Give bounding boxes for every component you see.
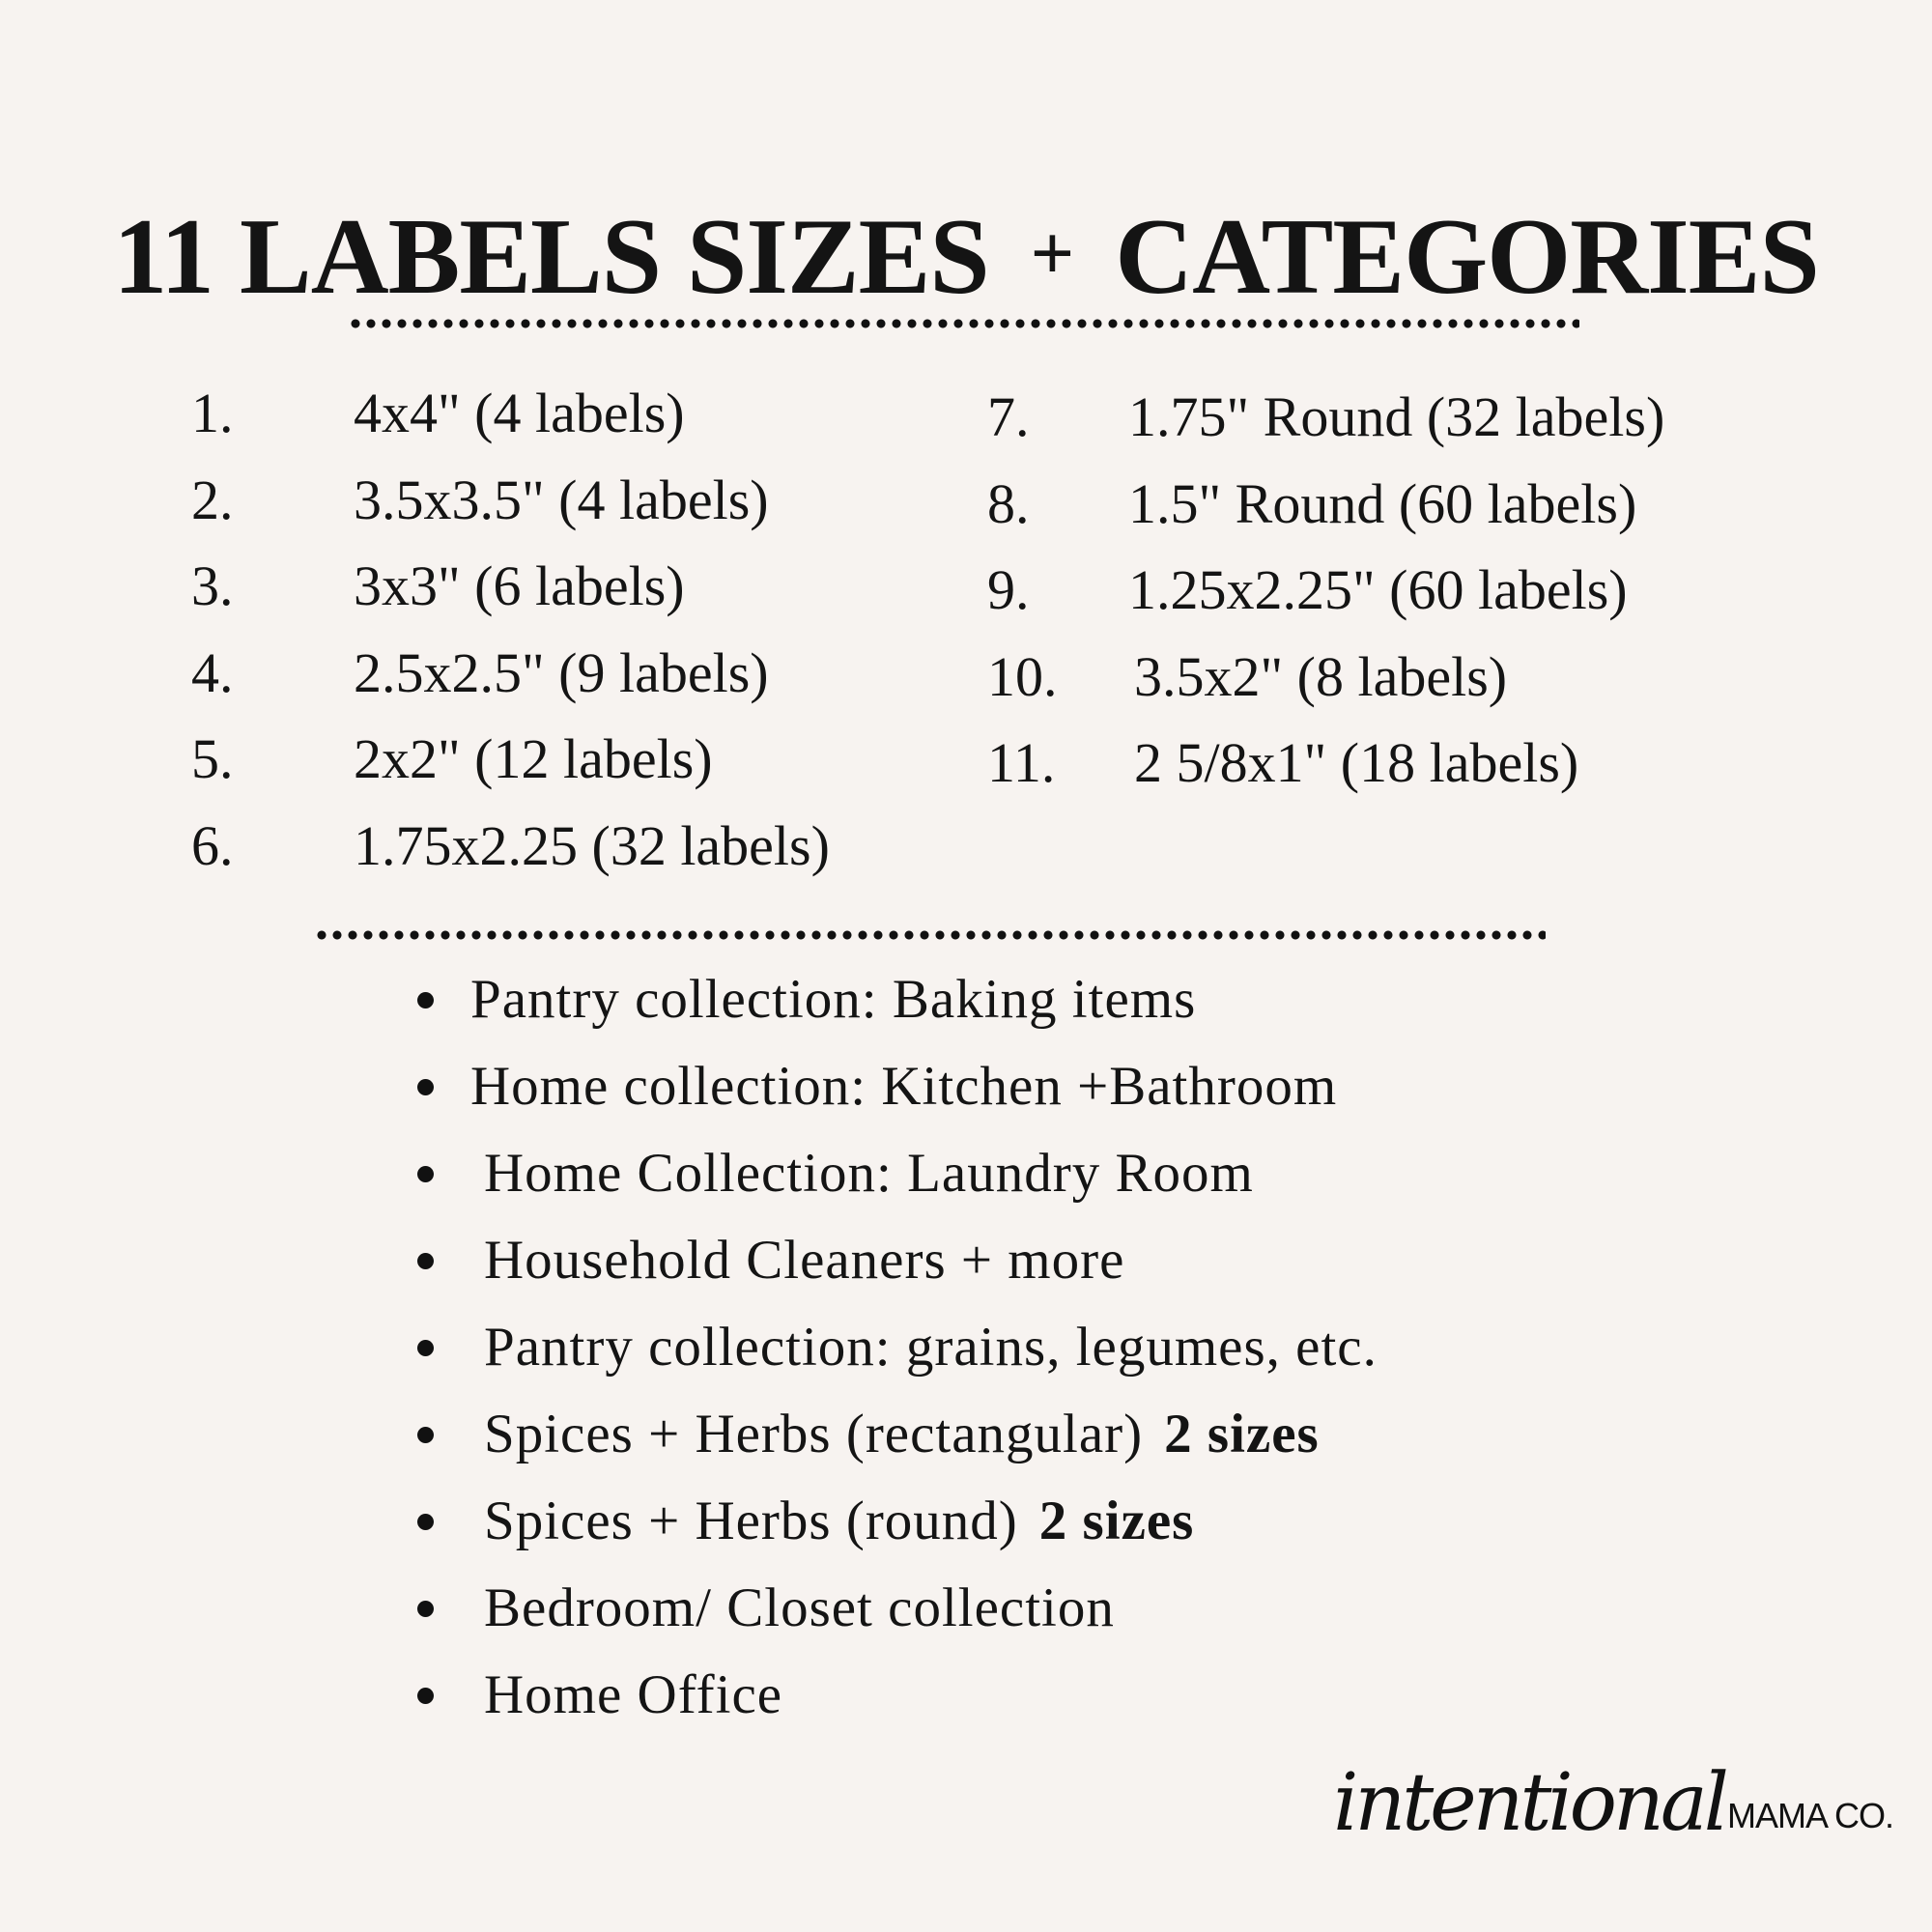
category-text: Spices + Herbs (round) (484, 1491, 1018, 1551)
category-size-note: 2 sizes (1164, 1404, 1320, 1464)
size-text: 2x2" (12 labels) (354, 727, 713, 790)
dotted-divider-bottom (314, 930, 1546, 940)
size-text: 3.5x2" (8 labels) (1134, 644, 1508, 708)
size-number: 3. (191, 554, 234, 617)
category-text: Household Cleaners + more (484, 1230, 1125, 1291)
category-item (417, 1478, 1378, 1565)
size-number: 1. (191, 382, 234, 444)
sizes-list-left (191, 384, 830, 903)
logo-sans-text: MAMA CO. (1726, 1796, 1893, 1835)
category-text: Home Collection: Laundry Room (484, 1143, 1254, 1204)
size-number: 4. (191, 640, 234, 704)
category-item (417, 956, 1378, 1043)
brand-logo (1333, 1757, 1893, 1849)
size-text: 3x3" (6 labels) (354, 554, 685, 617)
categories-list (417, 956, 1378, 1739)
size-item (191, 813, 830, 904)
size-number: 7. (987, 385, 1030, 448)
category-item (417, 1130, 1378, 1217)
bullet-icon (417, 1166, 434, 1182)
title-part-categories: CATEGORIES (1115, 197, 1819, 318)
size-number: 2. (191, 468, 234, 531)
page-title (0, 197, 1932, 318)
category-size-note: 2 sizes (1038, 1491, 1195, 1551)
sizes-list-right (987, 385, 1665, 821)
size-text: 1.75" Round (32 labels) (1128, 385, 1665, 448)
size-item (191, 727, 830, 817)
size-item (191, 468, 830, 558)
category-text: Pantry collection: grains, legumes, etc. (484, 1317, 1378, 1378)
category-item (417, 1565, 1378, 1652)
bullet-icon (417, 1340, 434, 1356)
size-text: 3.5x3.5" (4 labels) (354, 468, 769, 531)
size-item (191, 384, 830, 471)
dotted-divider-top (348, 319, 1579, 328)
category-item (417, 1391, 1378, 1478)
category-text: Bedroom/ Closet collection (484, 1577, 1115, 1638)
size-text: 2.5x2.5" (9 labels) (354, 640, 769, 704)
category-item (417, 1043, 1378, 1130)
size-text: 1.5" Round (60 labels) (1128, 471, 1637, 535)
size-item (987, 731, 1664, 821)
size-text: 1.25x2.25" (60 labels) (1128, 558, 1628, 621)
size-text: 1.75x2.25 (32 labels) (354, 813, 830, 877)
title-part-sizes: 11 LABELS SIZES (113, 197, 989, 318)
size-item (987, 471, 1664, 562)
bullet-icon (417, 1253, 434, 1269)
bullet-icon (417, 1427, 434, 1443)
title-plus: + (1030, 212, 1074, 298)
size-number: 5. (191, 727, 234, 790)
size-item (987, 558, 1664, 648)
category-text: Spices + Herbs (rectangular) (484, 1404, 1144, 1464)
size-item (191, 640, 830, 731)
category-item (417, 1652, 1378, 1739)
size-number: 9. (987, 558, 1030, 621)
size-text: 2 5/8x1" (18 labels) (1134, 731, 1579, 794)
category-text: Pantry collection: Baking items (470, 969, 1197, 1030)
size-item (987, 385, 1665, 475)
category-item (417, 1217, 1378, 1304)
logo-script-text: intentional (1333, 1757, 1725, 1849)
bullet-icon (417, 1514, 434, 1530)
size-item (191, 554, 830, 644)
size-number: 8. (987, 471, 1030, 535)
size-text: 4x4" (4 labels) (354, 382, 685, 444)
bullet-icon (417, 1601, 434, 1617)
category-item (417, 1304, 1378, 1391)
category-text: Home collection: Kitchen +Bathroom (470, 1056, 1338, 1117)
size-number: 11. (987, 731, 1056, 794)
size-number: 10. (987, 644, 1058, 708)
category-text: Home Office (484, 1664, 783, 1725)
bullet-icon (417, 992, 434, 1009)
bullet-icon (417, 1079, 434, 1095)
size-item (987, 644, 1664, 735)
size-number: 6. (191, 813, 234, 877)
bullet-icon (417, 1688, 434, 1704)
